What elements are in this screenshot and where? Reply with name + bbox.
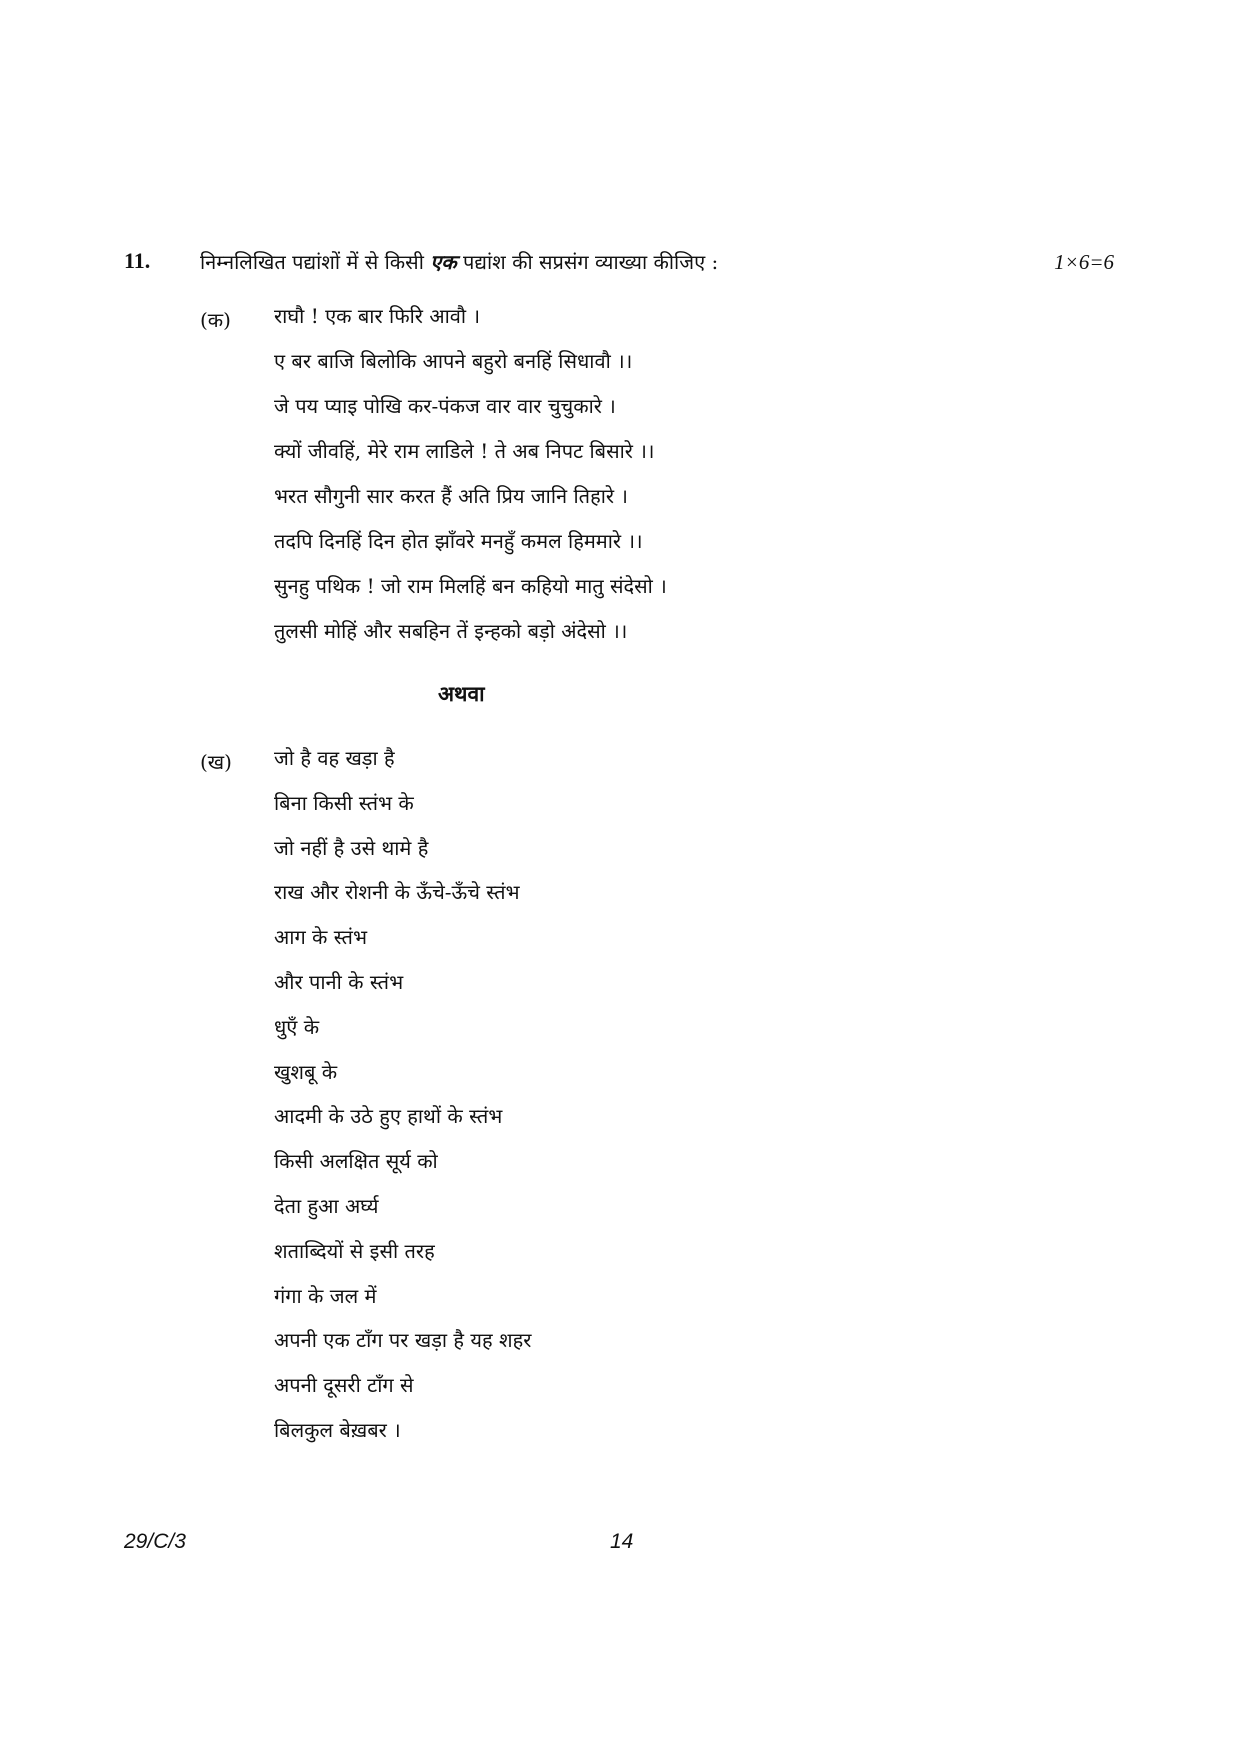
part-a-label: (क) bbox=[200, 308, 231, 332]
verse-line: ए बर बाजि बिलोकि आपने बहुरो बनहिं सिधावौ ।। bbox=[274, 349, 633, 373]
verse-line: और पानी के स्तंभ bbox=[274, 969, 404, 994]
verse-line: किसी अलक्षित सूर्य को bbox=[274, 1149, 438, 1174]
verse-line: तुलसी मोहिं और सबहिन तें इन्हको बड़ो अंदेसो ।। bbox=[274, 619, 628, 643]
verse-line: क्यों जीवहिं, मेरे राम लाडिले ! ते अब निपट बिसारे ।। bbox=[274, 439, 655, 463]
part-b-label: (ख) bbox=[200, 750, 232, 774]
verse-line: अपनी एक टाँग पर खड़ा है यह शहर bbox=[274, 1328, 532, 1353]
verse-line: सुनहु पथिक ! जो राम मिलहिं बन कहियो मातु संदेसो । bbox=[274, 574, 667, 598]
page-number: 14 bbox=[610, 1530, 634, 1553]
verse-line: राख और रोशनी के ऊँचे-ऊँचे स्तंभ bbox=[274, 880, 520, 905]
verse-line: राघौ ! एक बार फिरि आवौ । bbox=[274, 304, 481, 328]
instruction-text-start: निम्नलिखित पद्यांशों में से किसी bbox=[200, 250, 431, 274]
verse-line: जो नहीं है उसे थामे है bbox=[274, 835, 429, 860]
or-heading: अथवा bbox=[438, 681, 485, 706]
verse-line: अपनी दूसरी टाँग से bbox=[274, 1373, 414, 1398]
verse-line: धुएँ के bbox=[274, 1014, 320, 1039]
verse-line: जे पय प्याइ पोखि कर-पंकज वार वार चुचुकारे । bbox=[274, 394, 616, 418]
verse-line: बिलकुल बेख़बर । bbox=[274, 1417, 401, 1442]
instruction-emphasis: एक bbox=[430, 250, 457, 274]
instruction-text-end: पद्यांश की सप्रसंग व्याख्या कीजिए : bbox=[456, 250, 719, 274]
question-marks: 1×6=6 bbox=[1054, 250, 1114, 274]
verse-line: जो है वह खड़ा है bbox=[274, 746, 395, 770]
part-b-verse bbox=[274, 736, 531, 1453]
verse-line: बिना किसी स्तंभ के bbox=[274, 790, 414, 815]
question-instruction bbox=[200, 248, 718, 275]
verse-line: खुशबू के bbox=[274, 1059, 338, 1084]
verse-line: गंगा के जल में bbox=[274, 1283, 377, 1308]
verse-line: तदपि दिनहिं दिन होत झाँवरे मनहुँ कमल हिममारे ।। bbox=[274, 529, 643, 553]
verse-line: आग के स्तंभ bbox=[274, 925, 368, 950]
paper-code: 29/C/3 bbox=[124, 1530, 186, 1553]
verse-line: शताब्दियों से इसी तरह bbox=[274, 1238, 435, 1263]
verse-line: आदमी के उठे हुए हाथों के स्तंभ bbox=[274, 1104, 503, 1129]
part-a-verse bbox=[274, 294, 667, 654]
verse-line: भरत सौगुनी सार करत हैं अति प्रिय जानि तिहारे । bbox=[274, 484, 628, 508]
question-number: 11. bbox=[124, 248, 151, 273]
verse-line: देता हुआ अर्घ्य bbox=[274, 1193, 379, 1218]
